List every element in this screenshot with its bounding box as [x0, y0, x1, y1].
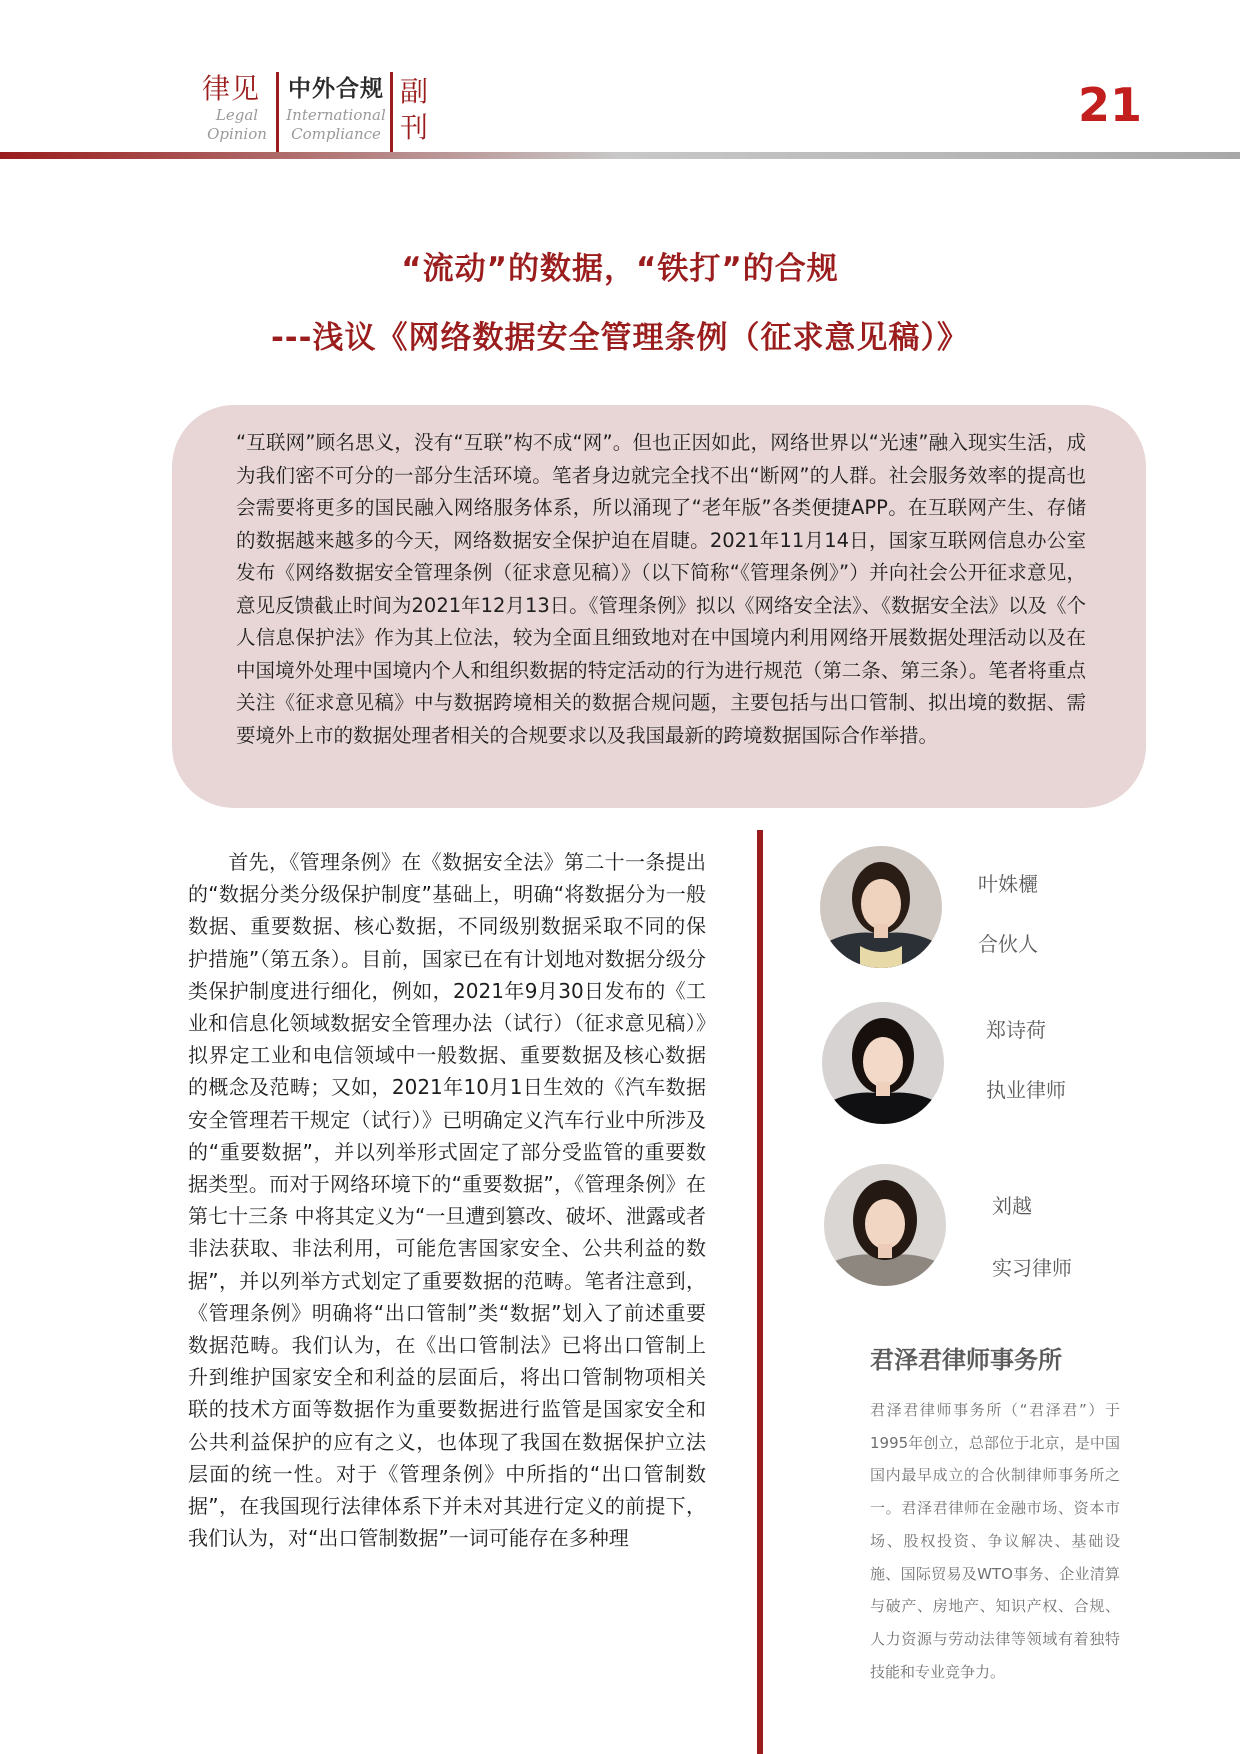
author-role: 合伙人: [978, 932, 1038, 956]
article-title: “流动”的数据，“铁打”的合规: [401, 251, 839, 287]
brand-cn: 律见: [202, 72, 261, 105]
author-photo: [822, 1002, 944, 1124]
supplement-label: 副刊: [400, 75, 429, 144]
abstract-text: “互联网”顾名思义，没有“互联”构不成“网”。但也正因如此，网络世界以“光速”融入现实生活，成为我们密不可分的一部分生活环境。笔者身边就完全找不出“断网”的人群。社会服务效率的提高也会需要将更多的国民融入网络服务体系，所以涌现了“老年版”各类便捷APP。在互联网产生、存储的数据越来越多的今天，网络数据安全保护迫在眉睫。2021年11月14日，国家互联网信息办公室发布《网络数据安全管理条例（征求意见稿）》（以下简称“《管理条例》”）并向社会公开征求意见，意见反馈截止时间为2021年12月13日。《管理条例》拟以《网络安全法》、《数据安全法》以及《个人信息保护法》作为其上位法，较为全面且细致地对在中国境内利用网络开展数据处理活动以及在中国境外处理中国境内个人和组织数据的特定活动的行为进行规范（第二条、第三条）。笔者将重点关注《征求意见稿》中与数据跨境相关的数据合规问题，主要包括与出口管制、拟出境的数据、需要境外上市的数据处理者相关的合规要求以及我国最新的跨境数据国际合作举措。: [236, 431, 1087, 747]
header-divider: [276, 72, 279, 154]
header-rule: [0, 152, 1240, 159]
page-header: [0, 0, 1240, 170]
abstract-box: [172, 405, 1146, 808]
section-en-line2: Compliance: [291, 125, 381, 143]
author-role: 执业律师: [986, 1078, 1066, 1102]
section-en-line1: International: [286, 106, 386, 124]
author-role: 实习律师: [992, 1256, 1072, 1280]
body-text: 首先，《管理条例》在《数据安全法》第二十一条提出的“数据分类分级保护制度”基础上，明确“将数据分为一般数据、重要数据、核心数据，不同级别数据采取不同的保护措施”（第五条）。目前，国家已在有计划地对数据分级分类保护制度进行细化，例如，2021年9月30日发布的《工业和信息化领域数据安全管理办法（试行）（征求意见稿）》拟界定工业和电信领域中一般数据、重要数据及核心数据的概念及范畴；又如，2021年10月1日生效的《汽车数据安全管理若干规定（试行）》已明确定义汽车行业中所涉及的“重要数据”，并以列举形式固定了部分受监管的重要数据类型。而对于网络环境下的“重要数据”，《管理条例》在第七十三条 中将其定义为“一旦遭到篡改、破坏、泄露或者非法获取、非法利用，可能危害国家安全、公共利益的数据”，并以列举方式划定了重要数据的范畴。笔者注意到，《管理条例》明确将“出口管制”类“数据”划入了前述重要数据范畴。我们认为，在《出口管制法》已将出口管制上升到维护国家安全和利益的层面后，将出口管制物项相关联的技术方面等数据作为重要数据进行监管是国家安全和公共利益保护的应有之义，也体现了我国在数据保护立法层面的统一性。对于《管理条例》中所指的“出口管制数据”，在我国现行法律体系下并未对其进行定义的前提下，我们认为，对“出口管制数据”一词可能存在多种理: [188, 850, 706, 1551]
brand-international-compliance: [286, 72, 386, 144]
firm-description: 君泽君律师事务所（“君泽君”）于1995年创立，总部位于北京，是中国国内最早成立的合伙制律师事务所之一。君泽君律师在金融市场、资本市场、股权投资、争议解决、基础设施、国际贸易及WTO事务、企业清算与破产、房地产、知识产权、合规、人力资源与劳动法律等领域有着独特技能和专业竞争力。: [870, 1401, 1120, 1681]
author-name: 刘越: [992, 1194, 1032, 1218]
author-name: 叶姝欐: [978, 872, 1038, 896]
section-cn: 中外合规: [288, 76, 384, 102]
body-paragraph: [188, 846, 706, 1554]
page-number: 21: [1077, 78, 1142, 132]
header-divider: [390, 72, 393, 154]
column-rule: [757, 830, 763, 1754]
author-photo: [820, 846, 942, 968]
brand-en-line2: Opinion: [207, 125, 267, 143]
brand-en-line1: Legal: [215, 106, 259, 124]
author-photo: [824, 1164, 946, 1286]
firm-name: 君泽君律师事务所: [870, 1346, 1062, 1374]
brand-legal-opinion: [202, 72, 272, 144]
author-name: 郑诗荷: [986, 1018, 1046, 1042]
article-subtitle: ---浅议《网络数据安全管理条例（征求意见稿）》: [270, 320, 970, 356]
